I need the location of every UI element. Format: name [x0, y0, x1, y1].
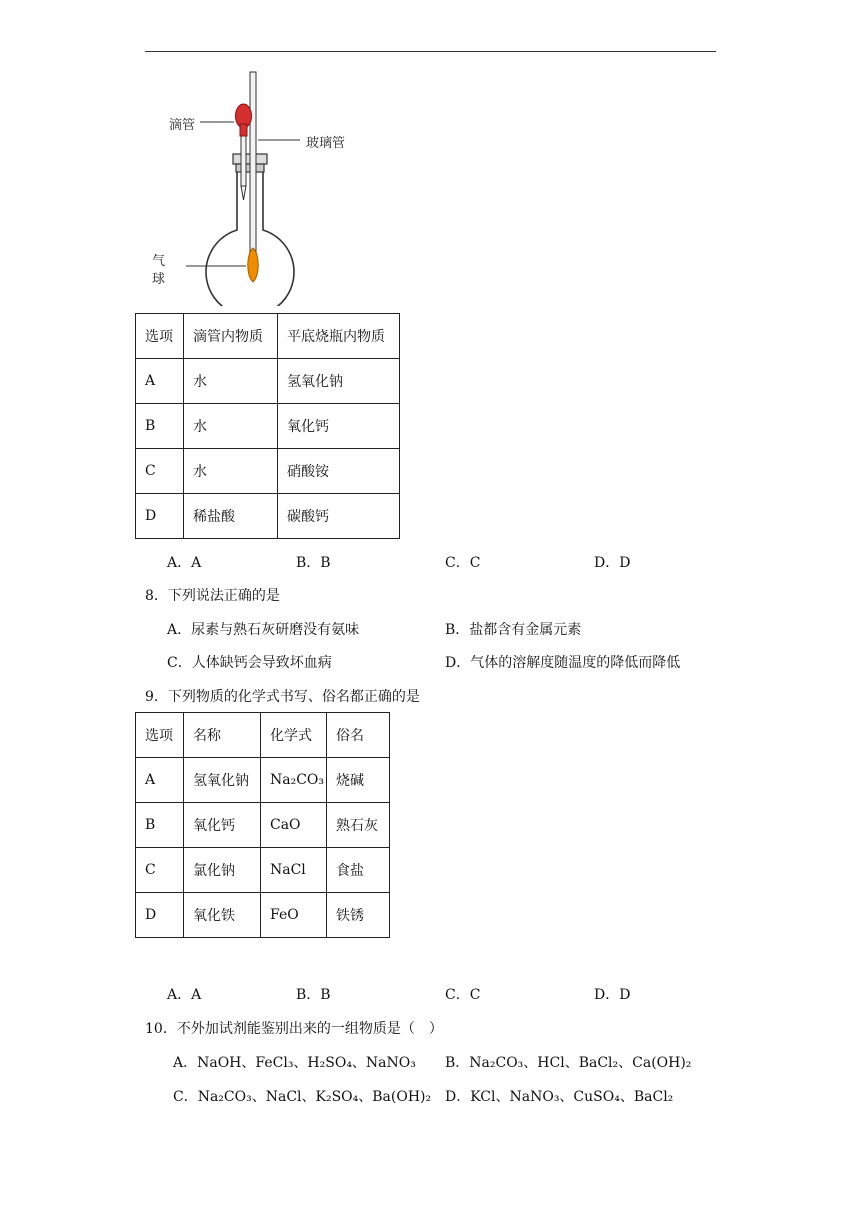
- table-header-cell: 俗名: [327, 713, 390, 758]
- q8-option-a[interactable]: A．尿素与熟石灰研磨没有氨味: [167, 622, 360, 638]
- q9-option-d[interactable]: D．D: [594, 987, 631, 1003]
- table-cell: 熟石灰: [327, 803, 390, 848]
- q8-option-b[interactable]: B．盐都含有金属元素: [445, 622, 582, 638]
- table-header-cell: 选项: [136, 314, 184, 359]
- q9-stem: 9．下列物质的化学式书写、俗名都正确的是: [145, 689, 420, 705]
- flask-apparatus-drawing: [160, 66, 380, 306]
- table-cell: 烧碱: [327, 758, 390, 803]
- q10-option-d[interactable]: D．KCl、NaNO₃、CuSO₄、BaCl₂: [445, 1089, 674, 1105]
- table-cell: C: [136, 449, 184, 494]
- q8-option-d[interactable]: D．气体的溶解度随温度的降低而降低: [445, 655, 681, 671]
- q9-table: [135, 712, 390, 938]
- table-header-row: [136, 314, 400, 359]
- header-rule: [145, 51, 716, 52]
- table-cell: 氧化钙: [184, 803, 261, 848]
- table-row: [136, 449, 400, 494]
- table-row: [136, 893, 390, 938]
- table-cell: 水: [184, 404, 278, 449]
- q8-option-c[interactable]: C．人体缺钙会导致坏血病: [167, 655, 332, 671]
- table-cell: 食盐: [327, 848, 390, 893]
- balloon-label-top: 气: [152, 254, 166, 269]
- q10-stem: 10．不外加试剂能鉴别出来的一组物质是（ ）: [145, 1021, 443, 1037]
- table-header-cell: 滴管内物质: [184, 314, 278, 359]
- table-cell: B: [136, 803, 184, 848]
- q10-option-a[interactable]: A．NaOH、FeCl₃、H₂SO₄、NaNO₃: [173, 1055, 416, 1071]
- q7-table: [135, 313, 400, 539]
- table-cell: B: [136, 404, 184, 449]
- table-cell: 水: [184, 449, 278, 494]
- table-header-row: [136, 713, 390, 758]
- table-cell: 稀盐酸: [184, 494, 278, 539]
- table-cell: 碳酸钙: [278, 494, 400, 539]
- q9-option-a[interactable]: A．A: [167, 987, 202, 1003]
- table-header-cell: 平底烧瓶内物质: [278, 314, 400, 359]
- table-row: [136, 359, 400, 404]
- table-row: [136, 848, 390, 893]
- table-cell: 氧化钙: [278, 404, 400, 449]
- q9-option-c[interactable]: C．C: [445, 987, 481, 1003]
- flask-apparatus-figure: [152, 66, 380, 306]
- q7-option-a[interactable]: A．A: [167, 555, 202, 571]
- q9-option-b[interactable]: B．B: [296, 987, 331, 1003]
- table-row: [136, 494, 400, 539]
- table-cell: CaO: [261, 803, 327, 848]
- table-cell: 氯化钠: [184, 848, 261, 893]
- table-cell: D: [136, 494, 184, 539]
- table-header-cell: 选项: [136, 713, 184, 758]
- glass-tube-label: 玻璃管: [306, 136, 346, 151]
- table-row: [136, 404, 400, 449]
- dropper-label: 滴管: [169, 118, 196, 133]
- table-cell: A: [136, 359, 184, 404]
- q7-option-c[interactable]: C．C: [445, 555, 481, 571]
- table-header-cell: 化学式: [261, 713, 327, 758]
- table-cell: 水: [184, 359, 278, 404]
- q7-option-b[interactable]: B．B: [296, 555, 331, 571]
- table-cell: Na₂CO₃: [261, 758, 327, 803]
- q8-stem: 8．下列说法正确的是: [145, 588, 280, 604]
- q10-option-c[interactable]: C．Na₂CO₃、NaCl、K₂SO₄、Ba(OH)₂: [173, 1089, 432, 1105]
- table-cell: 氢氧化钠: [278, 359, 400, 404]
- table-cell: 氧化铁: [184, 893, 261, 938]
- table-cell: A: [136, 758, 184, 803]
- table-cell: FeO: [261, 893, 327, 938]
- table-cell: 铁锈: [327, 893, 390, 938]
- table-cell: 硝酸铵: [278, 449, 400, 494]
- table-cell: 氢氧化钠: [184, 758, 261, 803]
- balloon-label-bottom: 球: [152, 272, 166, 287]
- table-cell: C: [136, 848, 184, 893]
- q7-option-d[interactable]: D．D: [594, 555, 631, 571]
- table-cell: D: [136, 893, 184, 938]
- table-header-cell: 名称: [184, 713, 261, 758]
- q10-option-b[interactable]: B．Na₂CO₃、HCl、BaCl₂、Ca(OH)₂: [445, 1055, 692, 1071]
- table-row: [136, 758, 390, 803]
- table-row: [136, 803, 390, 848]
- table-cell: NaCl: [261, 848, 327, 893]
